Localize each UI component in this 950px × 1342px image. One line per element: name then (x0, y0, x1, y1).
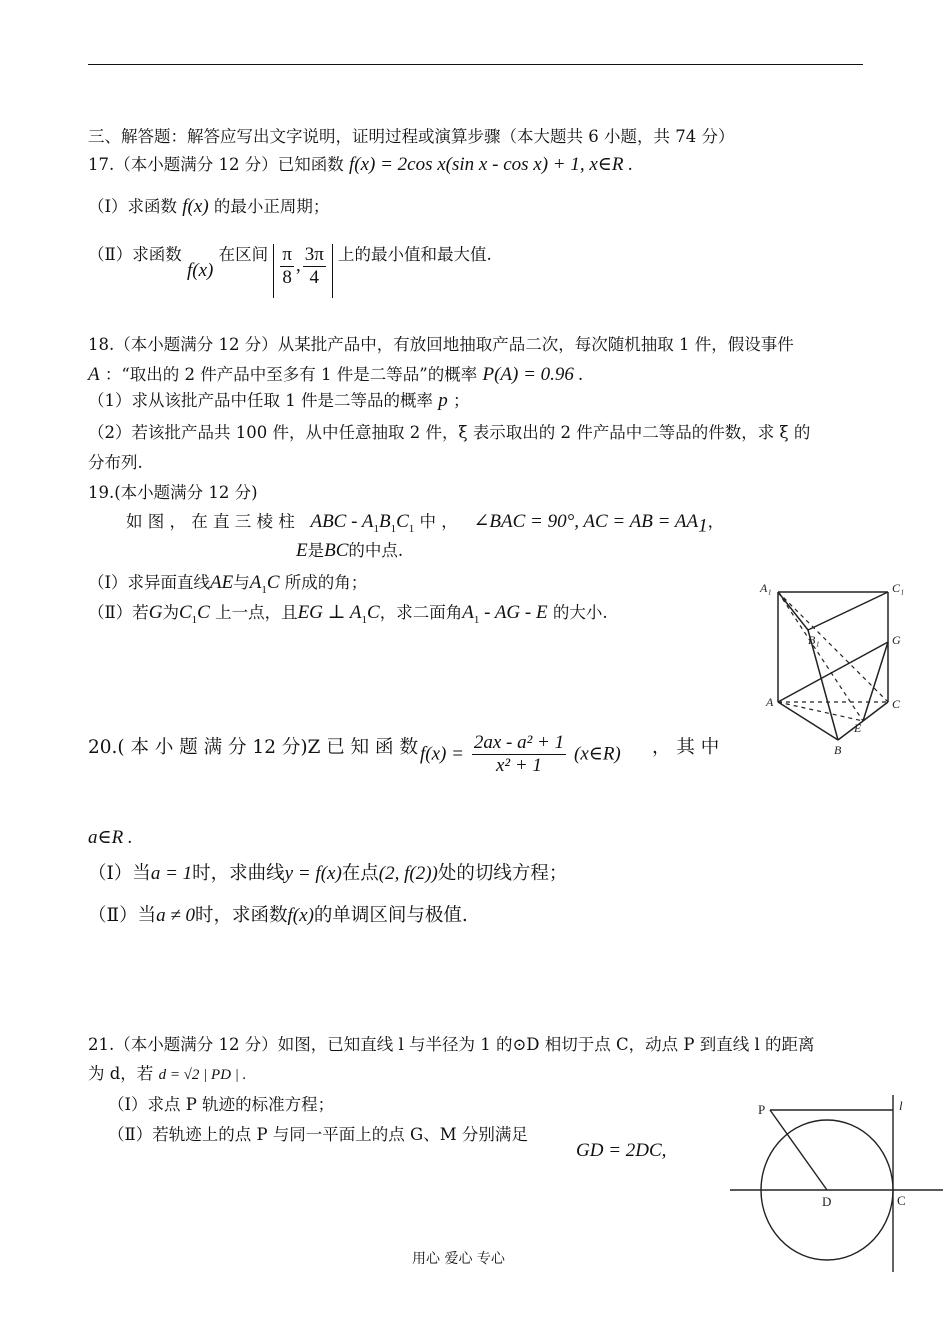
q21-line2-a: 为 d，若 (88, 1064, 154, 1083)
q20-part1-point: (2, f(2)) (378, 863, 438, 884)
q19-equal-sides: , AC = AB = AA (574, 511, 699, 532)
label-a1: A₁ (760, 581, 772, 595)
q20-lead: 20.( 本 小 题 满 分 12 分)Z 已 知 函 数 (88, 737, 418, 758)
q19-part1-b: 与 (233, 573, 250, 592)
section-heading: 三、解答题：解答应写出文字说明，证明过程或演算步骤（本大题共 6 小题，共 74 分） (88, 127, 735, 146)
q19-line1-a: 如 图 ， 在 直 三 棱 柱 (126, 512, 295, 531)
q17-part1-tail: 的最小正周期； (213, 197, 330, 216)
q19-part2-b: 为 (162, 603, 179, 622)
q18-part1 (88, 390, 470, 412)
label-p: P (758, 1102, 766, 1117)
q20-part1-d: 处的切线方程； (437, 863, 568, 884)
q19-line2 (296, 540, 403, 562)
q17-interval-upper (303, 244, 326, 289)
q18-event-var: A (88, 364, 100, 385)
q19-part2-g: G (148, 602, 163, 623)
q19-line2-text: 是 (307, 541, 325, 560)
q19-part1-c: 所成的角； (284, 573, 368, 592)
q18-part1-var: p (438, 390, 448, 411)
page-footer: 用心 爱心 专心 (412, 1251, 505, 1267)
q18-line2 (88, 364, 583, 386)
q20-fraction (472, 732, 566, 777)
q17-statement (88, 154, 633, 176)
label-c: C (892, 697, 901, 711)
q17-interval-lower-num: π (282, 244, 292, 265)
q19-part2-a: （Ⅱ）若 (88, 603, 149, 622)
q20-part2-fx: f(x) (287, 905, 314, 926)
label-d: D (822, 1194, 832, 1209)
q21-part2-text: （Ⅱ）若轨迹上的点 P 与同一平面上的点 G、M 分别满足 (108, 1125, 528, 1144)
q19-part1-a1c: $A_1C$ (249, 572, 280, 596)
q17-part2-mid: 在区间 (218, 245, 269, 264)
q20-part1-b: 时，求曲线 (192, 863, 285, 884)
q17-lead: 17.（本小题满分 12 分）已知函数 (88, 155, 344, 174)
prism-figure (740, 572, 910, 772)
q20-part2-b: 时，求函数 (195, 905, 288, 926)
q17-part2-fx: f(x) (186, 260, 214, 281)
q18-part1-end: ； (453, 391, 470, 410)
q19-prism: ABC - $A_1B_1C_1$ (310, 511, 415, 535)
q17-part2 (88, 244, 492, 298)
q17-interval-upper-den: 4 (309, 267, 319, 288)
q20-formula (420, 732, 621, 777)
q21-line1: 21.（本小题满分 12 分）如图，已知直线 l 与半径为 1 的⊙D 相切于点 C，动点 P 到直线 l 的距离 (88, 1035, 815, 1054)
q18-part1-text: （1）求从该批产品中任取 1 件是二等品的概率 (88, 391, 433, 410)
q20-part1-a: （Ⅰ）当 (88, 863, 151, 884)
label-a: A (766, 695, 774, 709)
q20-tail: ， 其 中 (652, 737, 720, 758)
q21-part2-formula: GD = 2DC, (576, 1140, 667, 1161)
top-rule (88, 64, 863, 65)
q17-part1-fx: f(x) (182, 196, 209, 217)
q18-probability: P(A) = 0.96 . (482, 364, 584, 385)
q19-part2-c: 上一点，且 (215, 603, 298, 622)
q20-numerator: 2ax - a² + 1 (473, 732, 565, 753)
label-c1: C₁ (892, 581, 905, 595)
q20-a-in-r (88, 826, 133, 850)
q19-segment-bc: BC (324, 540, 349, 561)
q21-line2-formula: d = √2 | PD | . (158, 1067, 247, 1083)
q19-line2-tail: 的中点. (348, 541, 404, 560)
q18-part2-line1: （2）若该批产品共 100 件，从中任意抽取 2 件，ξ 表示取出的 2 件产品中二等品的件数，求 ξ 的 (88, 423, 811, 442)
q17-part2-tail: 上的最小值和最大值. (338, 245, 492, 264)
q18-part2-line2: 分布列. (88, 453, 143, 472)
q20-a-in-r-text: a∈R . (88, 827, 133, 848)
q19-part2-perp: EG ⊥ $A_1C$ (297, 602, 380, 626)
q18-line2-text: ：“取出的 2 件产品中至多有 1 件是二等品”的概率 (104, 365, 478, 384)
q17-part1-text: （Ⅰ）求函数 (88, 197, 178, 216)
q19-part1-ae: AE (210, 572, 234, 593)
q19-part2-dihedral: $A_1$ - AG - E (462, 602, 548, 626)
q19-point-e: E (296, 540, 308, 561)
q20-domain: (x∈R) (574, 743, 621, 765)
q17-interval-upper-num: 3π (304, 244, 324, 265)
q19-line1: 如 图 ， 在 直 三 棱 柱 ABC - $A_1B_1C_1$ 中 ， ∠BAC = 90°, AC = AB = $AA_1$， (126, 511, 725, 537)
q20-part1 (88, 862, 567, 886)
q20-part1-cond: a = 1 (150, 863, 193, 884)
q20-part2-c: 的单调区间与极值. (313, 905, 468, 926)
q21-part2 (108, 1124, 528, 1146)
q17-part2-text: （Ⅱ）求函数 (88, 245, 182, 264)
q17-formula: f(x) = 2cos x(sin x - cos x) + 1, x∈R . (348, 154, 633, 175)
q17-interval-lower (280, 244, 294, 289)
q17-interval: $\frac{\pi}{8}$ , $\frac{3\pi}{4}$ (273, 244, 332, 298)
q19-part2 (88, 602, 608, 631)
label-e: E (854, 721, 862, 735)
label-c-point: C (897, 1193, 906, 1208)
q17-interval-lower-den: 8 (282, 267, 292, 288)
q20-part2-a: （Ⅱ）当 (88, 905, 157, 926)
q20-fx: f(x) = (420, 743, 464, 765)
label-b: B (834, 743, 842, 757)
q19-part2-c1c: $C_1C$ (178, 602, 210, 626)
q21-part1: （Ⅰ）求点 P 轨迹的标准方程； (108, 1095, 335, 1114)
q19-part2-d: ，求二面角 (379, 603, 463, 622)
q20-part2-cond: a ≠ 0 (156, 905, 196, 926)
q19-angle: ∠BAC = 90° (473, 511, 575, 532)
label-g: G (892, 633, 901, 647)
circle-figure (730, 1090, 945, 1275)
q21-line2 (88, 1063, 246, 1086)
q19-part1-a: （Ⅰ）求异面直线 (88, 573, 211, 592)
q20-part1-c: 在点 (341, 863, 379, 884)
q20-part2 (88, 904, 468, 928)
label-l: l (899, 1098, 903, 1113)
q17-part1 (88, 196, 329, 218)
q19-lead: 19.(本小题满分 12 分) (88, 483, 258, 502)
q19-line1-b: 中 ， (419, 512, 458, 531)
q20-part1-curve: y = f(x) (284, 863, 342, 884)
q19-part1 (88, 572, 367, 601)
q18-line1: 18.（本小题满分 12 分）从某批产品中，有放回地抽取产品二次，每次随机抽取 1 件，假设事件 (88, 335, 794, 354)
q20-denominator: x² + 1 (495, 755, 542, 776)
q19-part2-e: 的大小. (552, 603, 608, 622)
label-b1: B₁ (808, 633, 820, 647)
